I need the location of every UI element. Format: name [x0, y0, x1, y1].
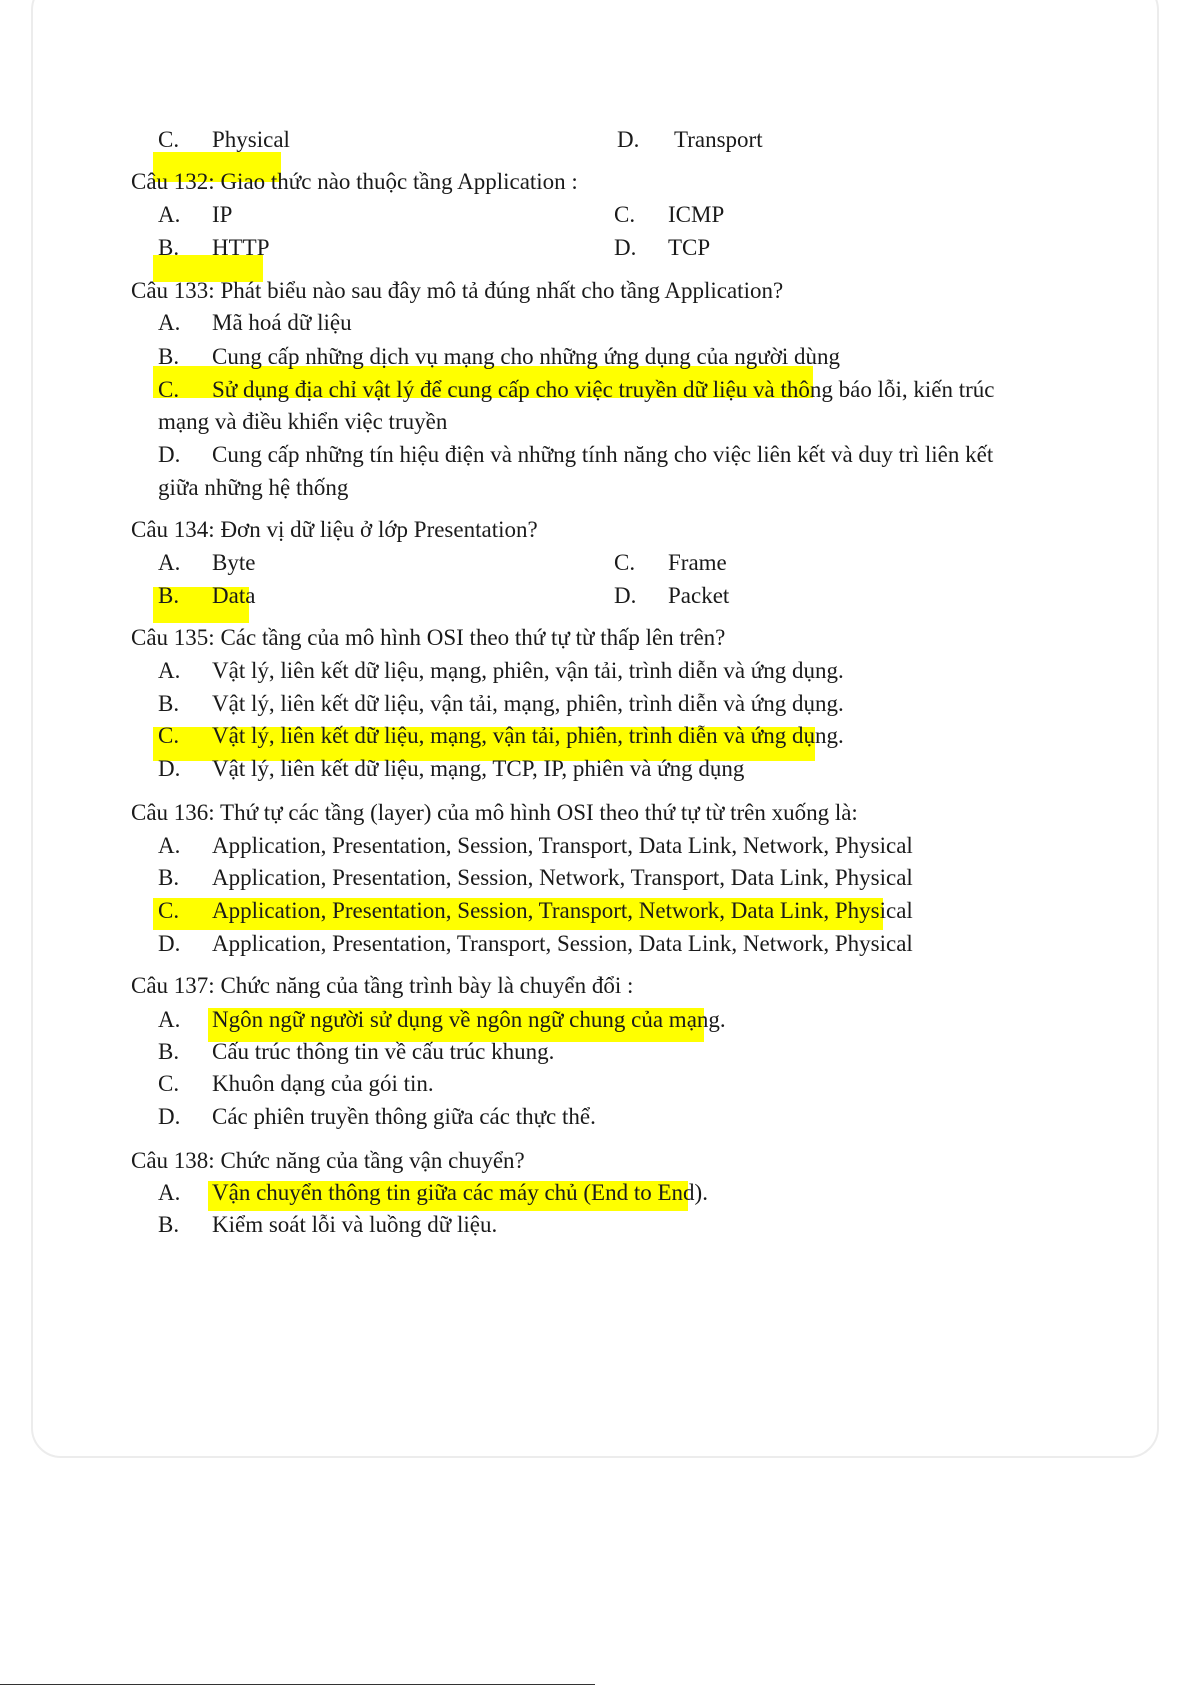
q137-option-b-text: Cấu trúc thông tin về cấu trúc khung.	[212, 1039, 555, 1064]
q133-option-d-text: Cung cấp những tín hiệu điện và những tính năng cho việc liên kết và duy trì liên kết	[212, 442, 994, 467]
q138-option-a-letter: A.	[158, 1180, 181, 1205]
q133-option-a-text: Mã hoá dữ liệu	[212, 310, 352, 335]
q134-option-a-text: Byte	[212, 550, 256, 575]
q133-option-b-text: Cung cấp những dịch vụ mạng cho những ứng dụng của người dùng	[212, 344, 840, 369]
q137-option-d-letter: D.	[158, 1104, 181, 1129]
q135-option-b-letter: B.	[158, 691, 180, 716]
q136-option-c-letter: C.	[158, 898, 180, 923]
q131-option-c-letter: C.	[158, 127, 180, 152]
question-138: Câu 138: Chức năng của tầng vận chuyển?	[131, 1148, 525, 1173]
q136-option-d-letter: D.	[158, 931, 181, 956]
q135-option-a-text: Vật lý, liên kết dữ liệu, mạng, phiên, vận tải, trình diễn và ứng dụng.	[212, 658, 844, 683]
q132-option-b-letter: B.	[158, 235, 180, 260]
q132-option-c-letter: C.	[614, 202, 636, 227]
q134-option-b-letter: B.	[158, 583, 180, 608]
question-136: Câu 136: Thứ tự các tầng (layer) của mô hình OSI theo thứ tự từ trên xuống là:	[131, 800, 858, 825]
q134-option-d-text: Packet	[668, 583, 730, 608]
q136-option-a-letter: A.	[158, 833, 181, 858]
q134-option-d-letter: D.	[614, 583, 637, 608]
q133-option-c-text: Sử dụng địa chỉ vật lý để cung cấp cho việc truyền dữ liệu và thông báo lỗi, kiến trúc	[212, 377, 995, 402]
q136-option-b-letter: B.	[158, 865, 180, 890]
question-132: Câu 132: Giao thức nào thuộc tầng Application :	[131, 169, 578, 194]
q137-option-c-letter: C.	[158, 1071, 180, 1096]
q132-option-d-text: TCP	[668, 235, 711, 260]
q131-option-d-text: Transport	[674, 127, 763, 152]
q135-option-a-letter: A.	[158, 658, 181, 683]
q136-option-d-text: Application, Presentation, Transport, Session, Data Link, Network, Physical	[212, 931, 913, 956]
q131-option-d-letter: D.	[617, 127, 640, 152]
q137-option-d-text: Các phiên truyền thông giữa các thực thể.	[212, 1104, 596, 1129]
q138-option-b-letter: B.	[158, 1212, 180, 1237]
q135-option-d-letter: D.	[158, 756, 181, 781]
q137-option-a-letter: A.	[158, 1007, 181, 1032]
q135-option-c-letter: C.	[158, 723, 180, 748]
q137-option-b-letter: B.	[158, 1039, 180, 1064]
q135-option-b-text: Vật lý, liên kết dữ liệu, vận tải, mạng, phiên, trình diễn và ứng dụng.	[212, 691, 844, 716]
q132-option-a-letter: A.	[158, 202, 181, 227]
q138-option-b-text: Kiểm soát lỗi và luồng dữ liệu.	[212, 1212, 498, 1237]
q135-option-d-text: Vật lý, liên kết dữ liệu, mạng, TCP, IP, phiên và ứng dụng	[212, 756, 745, 781]
q132-option-b-text: HTTP	[212, 235, 270, 260]
q137-option-c-text: Khuôn dạng của gói tin.	[212, 1071, 434, 1096]
q132-option-c-text: ICMP	[668, 202, 725, 227]
q138-option-a-text: Vận chuyển thông tin giữa các máy chủ (End to End).	[212, 1180, 708, 1205]
q136-option-a-text: Application, Presentation, Session, Transport, Data Link, Network, Physical	[212, 833, 913, 858]
question-137: Câu 137: Chức năng của tầng trình bày là chuyển đổi :	[131, 973, 634, 998]
q134-option-b-text: Data	[212, 583, 256, 608]
q133-option-d-letter: D.	[158, 442, 181, 467]
q134-option-a-letter: A.	[158, 550, 181, 575]
q133-option-d-continuation: giữa những hệ thống	[158, 475, 349, 500]
q134-option-c-letter: C.	[614, 550, 636, 575]
q133-option-c-letter: C.	[158, 377, 180, 402]
q135-option-c-text: Vật lý, liên kết dữ liệu, mạng, vận tải, phiên, trình diễn và ứng dụng.	[212, 723, 844, 748]
q133-option-b-letter: B.	[158, 344, 180, 369]
question-135: Câu 135: Các tầng của mô hình OSI theo thứ tự từ thấp lên trên?	[131, 625, 726, 650]
question-133: Câu 133: Phát biểu nào sau đây mô tả đúng nhất cho tầng Application?	[131, 278, 784, 303]
q136-option-c-text: Application, Presentation, Session, Transport, Network, Data Link, Physical	[212, 898, 913, 923]
q132-option-d-letter: D.	[614, 235, 637, 260]
q132-option-a-text: IP	[212, 202, 233, 227]
q134-option-c-text: Frame	[668, 550, 727, 575]
q133-option-a-letter: A.	[158, 310, 181, 335]
q133-option-c-continuation: mạng và điều khiển việc truyền	[158, 409, 448, 434]
q131-option-c-text: Physical	[212, 127, 290, 152]
q137-option-a-text: Ngôn ngữ người sử dụng về ngôn ngữ chung của mạng.	[212, 1007, 726, 1032]
q136-option-b-text: Application, Presentation, Session, Network, Transport, Data Link, Physical	[212, 865, 913, 890]
question-134: Câu 134: Đơn vị dữ liệu ở lớp Presentation?	[131, 517, 538, 542]
